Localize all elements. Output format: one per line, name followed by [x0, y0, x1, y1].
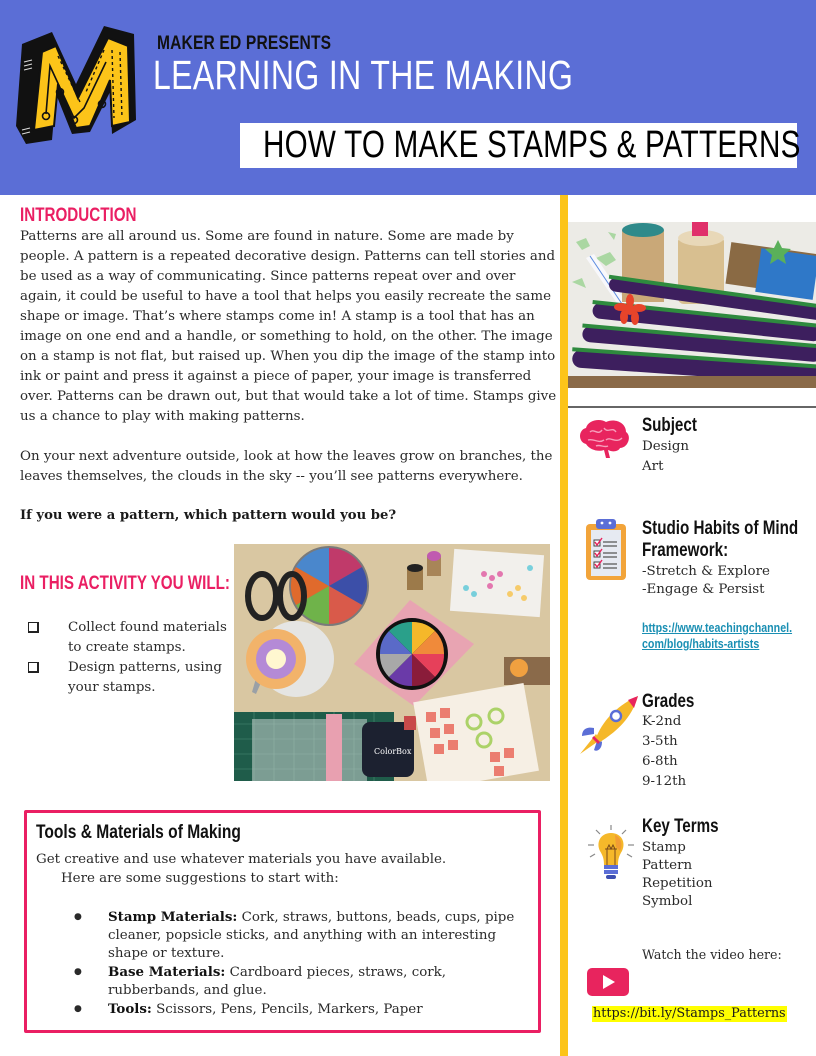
habits-item: -Engage & Persist: [642, 582, 765, 597]
key-term-item: Repetition: [642, 876, 713, 891]
brain-icon: [578, 418, 630, 460]
habits-link-line: https://www.teachingchannel.: [642, 620, 793, 635]
grade-item: 6-8th: [642, 754, 678, 769]
key-term-item: Pattern: [642, 858, 693, 873]
grades-list: [642, 712, 686, 792]
page-header: [0, 0, 816, 195]
page-title-box: [240, 123, 801, 168]
tools-heading: Tools & Materials of Making: [36, 822, 241, 843]
introduction-paragraph: Patterns are all around us. Some are found in nature. Some are made by people. A pattern is a repeated decorative design. Patterns can tell stories and be used as a way of communicating. Since patterns repeat over and over again, it could be useful to have a tool that helps you easily recreate the same shape or image. That’s where stamps come in! A stamp is a tool that has an image on one end and a handle, or something to hold, on the other. The image on a stamp is not flat, but raised up. When you dip the image of the stamp into ink or paint and press it against a piece of paper, your image is transferred over. Patterns can be drawn out, but that would take a lot of time. Stamps give us a chance to play with making patterns.: [20, 229, 557, 424]
activity-item: [28, 618, 233, 658]
lightbulb-icon: [588, 825, 634, 881]
grade-item: 9-12th: [642, 774, 687, 789]
subject-item: Design: [642, 439, 690, 454]
introduction-body: [20, 227, 560, 487]
presents-label: MAKER ED PRESENTS: [157, 33, 332, 54]
grades-heading: Grades: [642, 691, 695, 712]
tools-materials-box: [24, 810, 541, 1033]
tools-list-item: [36, 908, 516, 963]
habits-link-line: com/blog/habits-artists: [642, 636, 760, 651]
tools-list: [36, 908, 516, 1019]
habits-item: -Stretch & Explore: [642, 564, 770, 579]
tools-intro: [36, 850, 536, 888]
tools-item-label: Base Materials:: [108, 964, 226, 980]
key-terms-heading: Key Terms: [642, 816, 719, 837]
series-title: LEARNING IN THE MAKING: [153, 52, 574, 98]
activity-item-text: Design patterns, using your stamps.: [68, 660, 222, 695]
tools-intro-line: Get creative and use whatever materials you have available.: [36, 852, 447, 867]
tools-item-text: Cardboard pieces, straws, cork, rubberbands, and glue.: [108, 965, 447, 998]
video-play-icon[interactable]: [587, 968, 629, 996]
key-term-item: Symbol: [642, 894, 693, 909]
video-label: Watch the video here:: [642, 947, 782, 962]
activity-item: [28, 658, 233, 698]
habits-list: [642, 563, 770, 599]
habits-heading-line: Framework:: [642, 540, 729, 561]
activity-list: [28, 618, 233, 698]
clipboard-checklist-icon: [584, 518, 628, 582]
materials-photo-illustration: [234, 544, 550, 781]
key-terms-list: [642, 839, 713, 911]
grade-item: K-2nd: [642, 714, 682, 729]
habits-heading: [642, 518, 798, 562]
tools-intro-line: Here are some suggestions to start with:: [61, 871, 339, 886]
video-link[interactable]: https://bit.ly/Stamps_Patterns: [593, 1006, 786, 1021]
subject-item: Art: [642, 459, 664, 474]
svg-text:ColorBox: ColorBox: [374, 747, 412, 756]
tools-item-text: Cork, straws, buttons, beads, cups, pipe cleaner, popsicle sticks, and anything with an interesting shape or texture.: [108, 910, 515, 961]
introduction-paragraph: On your next adventure outside, look at how the leaves grow on branches, the leaves themselves, the clouds in the sky -- you’ll see patterns everywhere.: [20, 449, 553, 484]
tools-list-item: [36, 963, 516, 1000]
introduction-heading: INTRODUCTION: [20, 205, 137, 226]
stamps-photo: [568, 222, 816, 388]
subject-list: [642, 437, 689, 477]
rocket-icon: [576, 692, 640, 756]
checkbox-bullet-icon: [28, 662, 39, 673]
activity-heading: IN THIS ACTIVITY YOU WILL:: [20, 573, 230, 594]
key-term-item: Stamp: [642, 840, 686, 855]
activity-item-text: Collect found materials to create stamps.: [68, 620, 227, 655]
sidebar-separator: [568, 406, 816, 408]
maker-ed-logo-icon: [12, 22, 142, 148]
materials-photo: [234, 544, 550, 781]
grade-item: 3-5th: [642, 734, 678, 749]
checkbox-bullet-icon: [28, 622, 39, 633]
tools-list-item: [36, 1000, 516, 1019]
column-divider: [560, 195, 568, 1056]
page-title: HOW TO MAKE STAMPS & PATTERNS: [263, 124, 801, 166]
habits-link[interactable]: [642, 620, 792, 652]
habits-heading-line: Studio Habits of Mind: [642, 518, 799, 539]
reflection-question: If you were a pattern, which pattern would you be?: [20, 508, 397, 523]
stamps-photo-illustration: [568, 222, 816, 388]
tools-item-text: Scissors, Pens, Pencils, Markers, Paper: [151, 1002, 423, 1017]
subject-heading: Subject: [642, 415, 697, 436]
tools-item-label: Tools:: [108, 1001, 152, 1017]
tools-item-label: Stamp Materials:: [108, 909, 238, 925]
